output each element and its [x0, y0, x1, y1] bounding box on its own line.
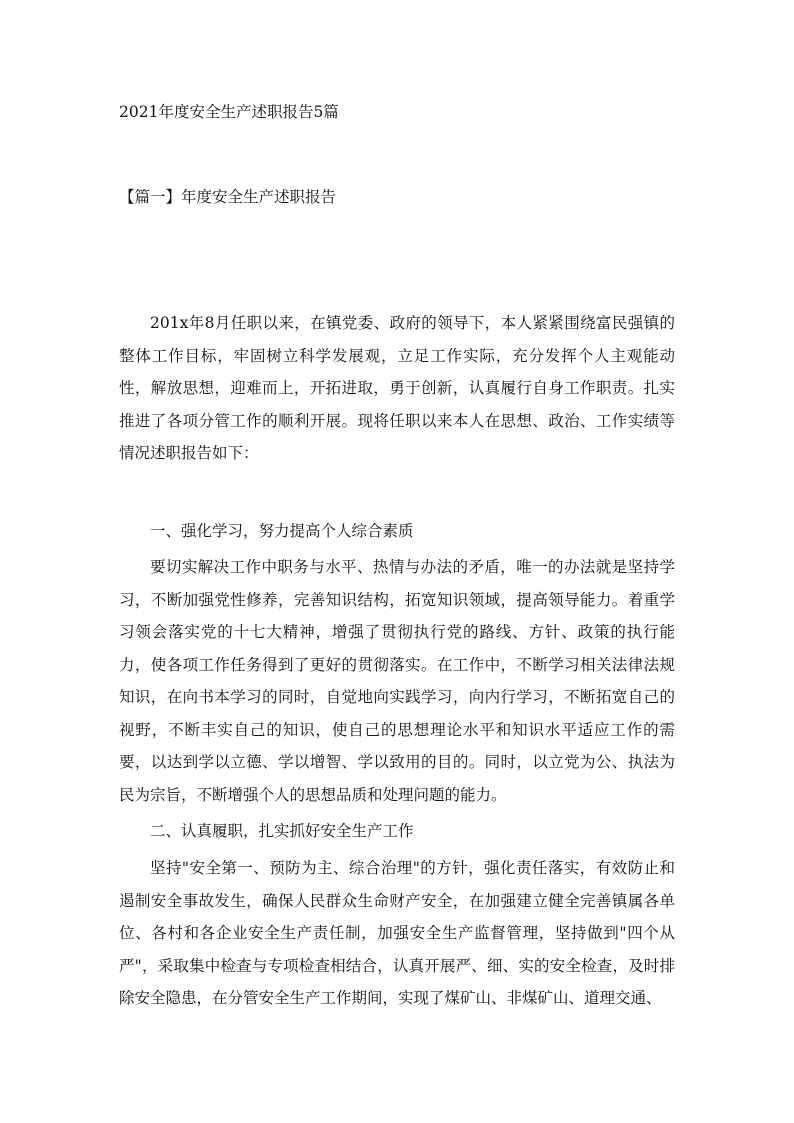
study-paragraph: 要切实解决工作中职务与水平、热情与办法的矛盾，唯一的办法就是坚持学习，不断加强党性修养，完善知识结构，拓宽知识领域，提高领导能力。着重学习领会落实党的十七大精神，增强了贯彻执行党的路线、方针、政策的执行能力，使各项工作任务得到了更好的贯彻落实。在工作中，不断学习相关法律法规知识，在向书本学习的同时，自觉地向实践学习，向内行学习，不断拓宽自己的视野，不断丰实自己的知识，使自己的思想理论水平和知识水平适应工作的需要，以达到学以立德、学以增智、学以致用的目的。同时，以立党为公、执法为民为宗旨，不断增强个人的思想品质和处理问题的能力。	[119, 558, 675, 804]
heading-safety: 二、认真履职，扎实抓好安全生产工作	[150, 822, 414, 840]
heading-study: 一、强化学习，努力提高个人综合素质	[150, 522, 414, 540]
document-title: 2021年度安全生产述职报告5篇	[119, 103, 339, 121]
section-title: 【篇一】年度安全生产述职报告	[119, 188, 337, 206]
intro-paragraph: 201x年8月任职以来，在镇党委、政府的领导下，本人紧紧围绕富民强镇的整体工作目标，牢固树立科学发展观，立足工作实际，充分发挥个人主观能动性，解放思想，迎难而上，开拓进取，勇于创新，认真履行自身工作职责。扎实推进了各项分管工作的顺利开展。现将任职以来本人在思想、政治、工作实绩等情况述职报告如下：	[119, 314, 675, 462]
safety-paragraph: 坚持"安全第一、预防为主、综合治理"的方针，强化责任落实，有效防止和遏制安全事故发生，确保人民群众生命财产安全，在加强建立健全完善镇属各单位、各村和各企业安全生产责任制，加强安全生产监督管理，坚持做到"四个从严"，采取集中检查与专项检查相结合，认真开展严、细、实的安全检查，及时排除安全隐患，在分管安全生产工作期间，实现了煤矿山、非煤矿山、道理交通、	[119, 859, 675, 1007]
